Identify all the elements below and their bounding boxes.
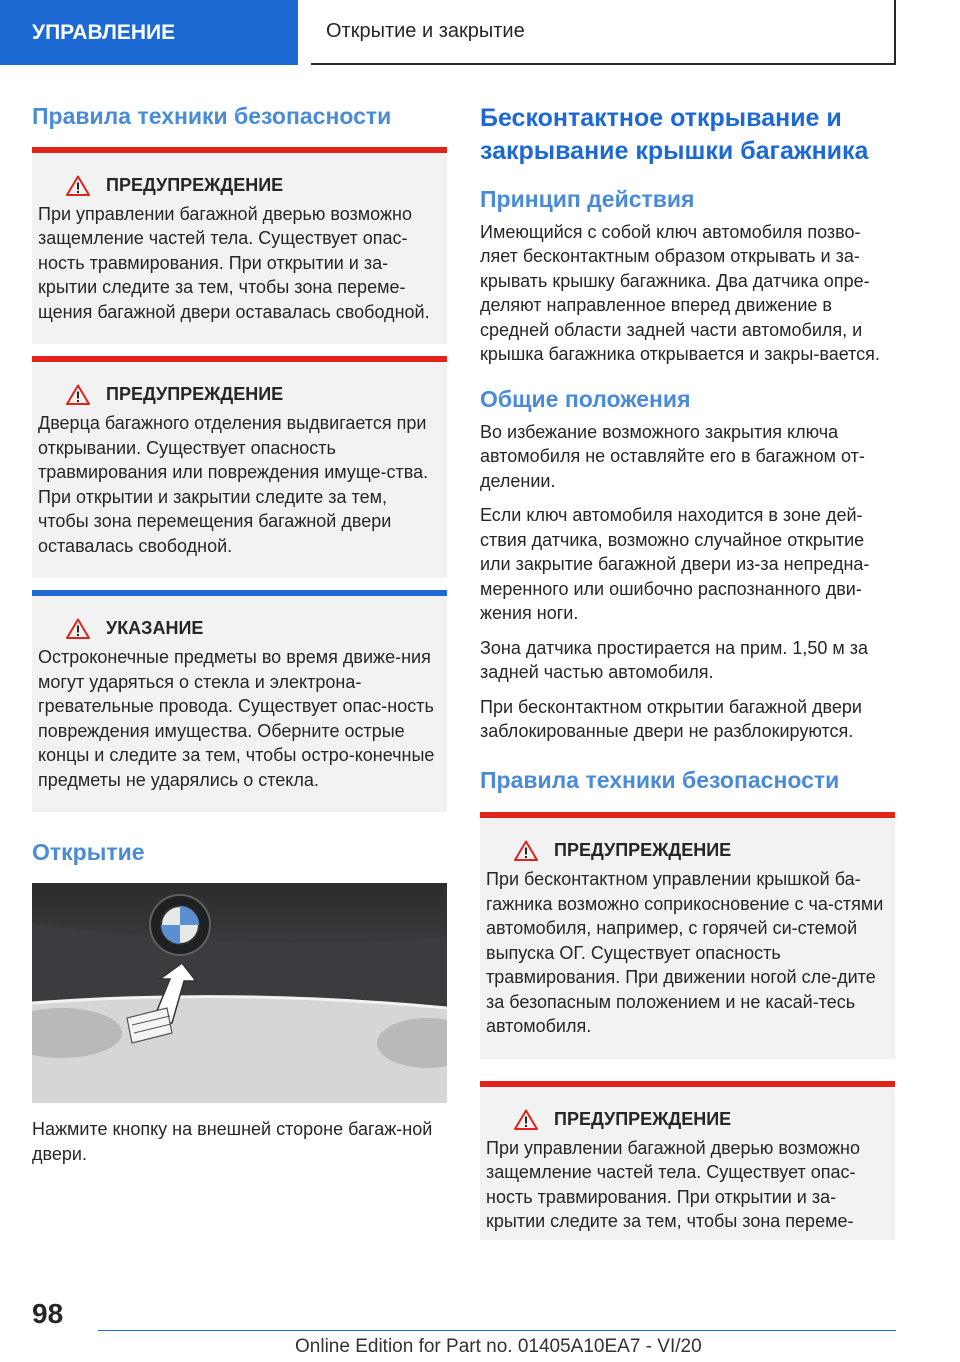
general-text-2: Если ключ автомобиля находится в зоне дей-ствия датчика, возможно случайное открытие или закрытие багажной двери из-за непредна-меренного или ошибочно распознанного дви-жения ноги. (480, 505, 870, 623)
warning-triangle-icon (514, 840, 538, 861)
general-text-3: Зона датчика простирается на прим. 1,50 м за задней частью автомобиля. (480, 637, 869, 682)
warning-text: При управлении багажной дверью возможно защемление частей тела. Существует опас-ность травмирования. При открытии и за-крытии следите за тем, чтобы зона переме-щения багажной двери оставалась свободной. (38, 203, 430, 322)
warning-box (32, 147, 447, 345)
edition-note: Online Edition for Part no. 01405A10EA7 - VI/20 (295, 1336, 702, 1357)
notice-text: Остроконечные предметы во время движе-ния могут ударяться о стекла и электрона-гревательные провода. Существует опас-ность повреждения имущества. Оберните острые концы и следите за тем, чтобы остро-конечные предметы не ударялись о стекла. (38, 647, 435, 790)
warning-triangle-icon (66, 175, 90, 196)
section-title: Бесконтактное открывание и закрывание крышки багажника (480, 104, 869, 165)
photo-caption: Нажмите кнопку на внешней стороне багаж-ной двери. (32, 1119, 433, 1164)
warning-title: ПРЕДУПРЕЖДЕНИЕ (106, 384, 284, 405)
right-column (480, 102, 895, 1252)
warning-text: Дверца багажного отделения выдвигается при открывании. Существует опасность травмирования или повреждения имуще-ства. При открытии и закрытии следите за тем, чтобы зона перемещения багажной двери оставалась свободной. (38, 413, 429, 556)
principle-heading: Принцип действия (480, 186, 695, 212)
warning-box (32, 356, 447, 578)
warning-title: ПРЕДУПРЕЖДЕНИЕ (554, 840, 732, 861)
warning-box (480, 812, 895, 1059)
tailgate-button-photo (32, 883, 447, 1103)
general-text-4: При бесконтактном открытии багажной двери заблокированные двери не разблокируются. (480, 696, 862, 741)
notice-triangle-icon (66, 618, 90, 639)
opening-heading: Открытие (32, 839, 145, 866)
warning-title: ПРЕДУПРЕЖДЕНИЕ (106, 174, 284, 195)
notice-box (32, 590, 447, 812)
safety-heading: Правила техники безопасности (32, 103, 392, 129)
general-text-1: Во избежание возможного закрытия ключа автомобиля не оставляйте его в багажном от-делении. (480, 421, 865, 491)
warning-box (480, 1081, 895, 1240)
section-tab: УПРАВЛЕНИЕ (0, 0, 298, 65)
page-number: 98 (32, 1298, 64, 1329)
warning-title: ПРЕДУПРЕЖДЕНИЕ (554, 1108, 732, 1129)
chapter-title: Открытие и закрытие (311, 0, 896, 65)
warning-triangle-icon (66, 384, 90, 405)
warning-triangle-icon (514, 1109, 538, 1130)
warning-text: При бесконтактном управлении крышкой ба-гажника возможно соприкосновение с ча-стями автомобиля, например, с горячей си-стемой выпуска ОГ. Существует опасность травмирования. При движении ногой сле-дите за безопасным положением и не касай-тесь автомобиля. (486, 869, 884, 1037)
notice-title: УКАЗАНИЕ (106, 618, 204, 639)
warning-text: При управлении багажной дверью возможно защемление частей тела. Существует опас-ность травмирования. При открытии и за-крытии следите за тем, чтобы зона переме- (486, 1137, 860, 1232)
tailgate-illustration (32, 883, 447, 1103)
left-column (32, 102, 447, 1176)
safety-heading-right: Правила техники безопасности (480, 766, 840, 793)
principle-text: Имеющийся с собой ключ автомобиля позво-ляет бесконтактным образом открывать и за-крывать крышку багажника. Два датчика опре-деляют направленное вперед движение в средней области задней части автомобиля, и крышка багажника открывается и закры-вается. (480, 221, 880, 365)
general-heading: Общие положения (480, 385, 691, 412)
footer-divider (98, 1330, 896, 1331)
